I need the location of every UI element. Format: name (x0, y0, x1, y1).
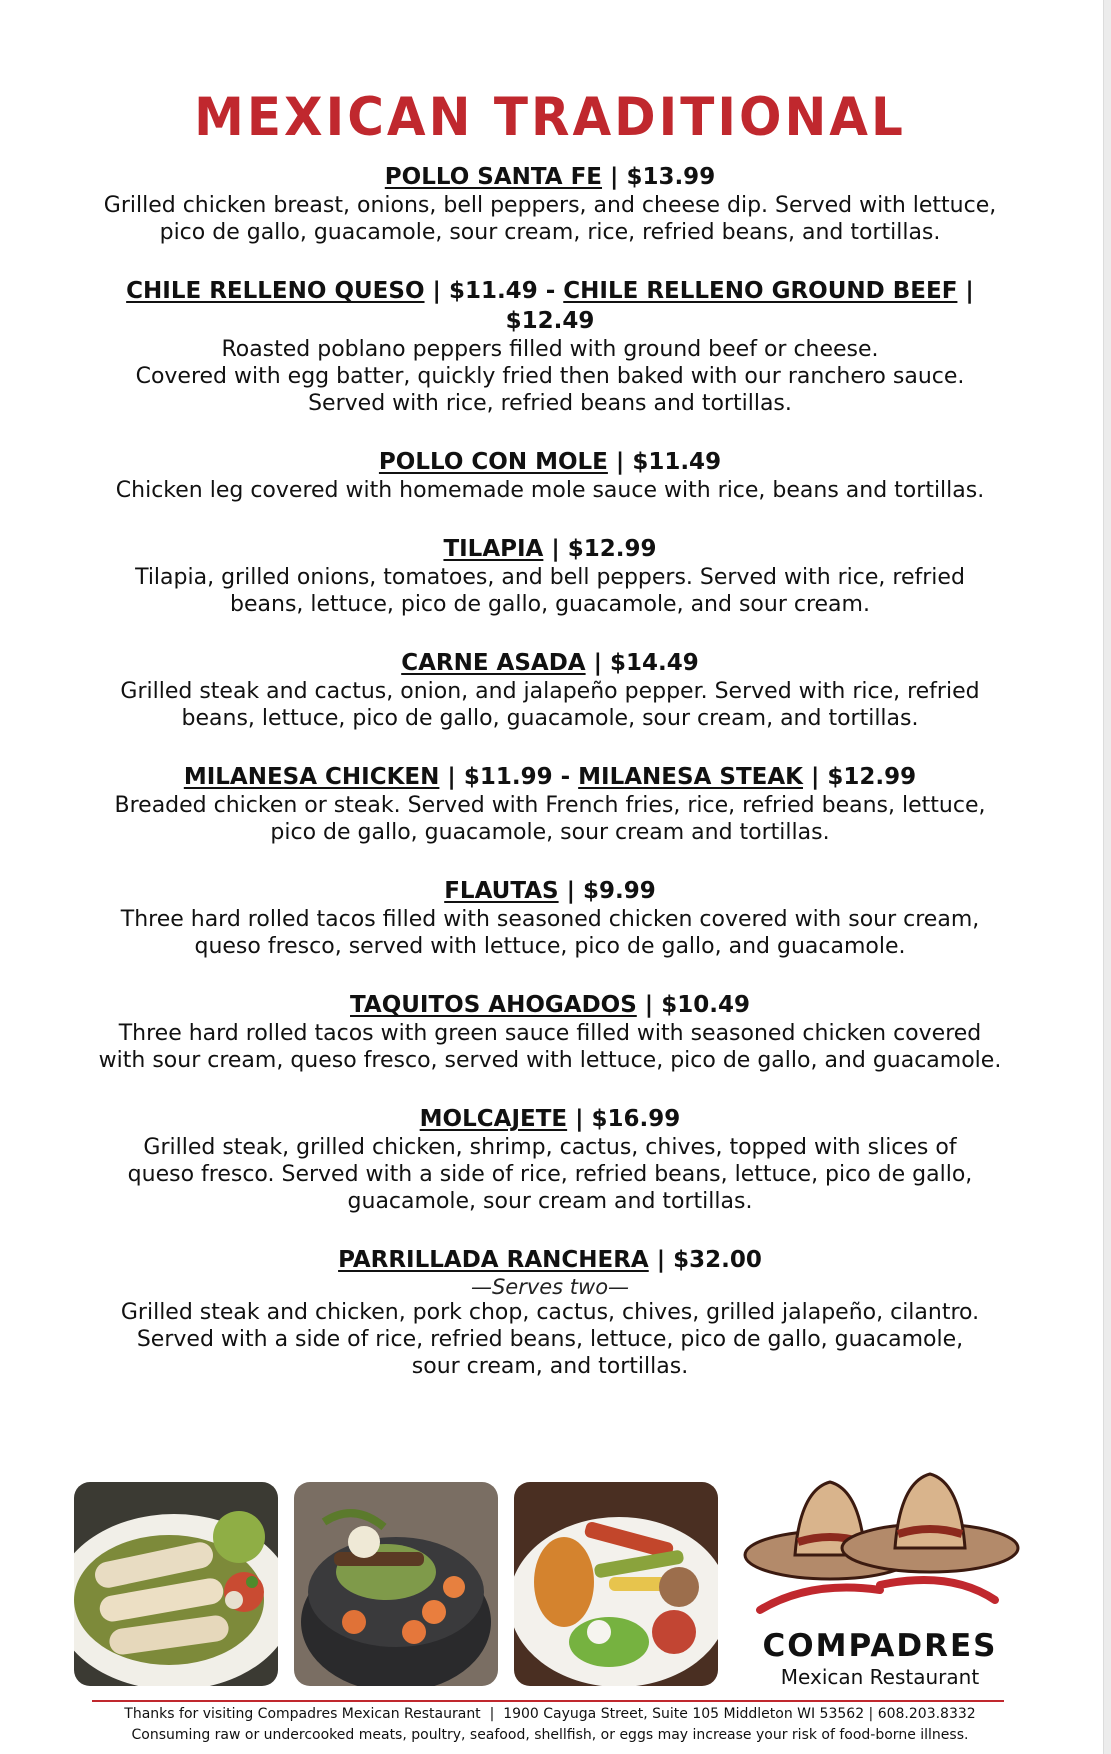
menu-item (80, 648, 1020, 732)
description-line: beans, lettuce, pico de gallo, guacamole, sour cream, and tortillas. (181, 706, 919, 731)
description-line: Three hard rolled tacos filled with seasoned chicken covered with sour cream, (120, 907, 980, 932)
brand-name: COMPADRES (762, 1628, 998, 1664)
description-line: Covered with egg batter, quickly fried then baked with our ranchero sauce. (135, 364, 965, 389)
menu-item (80, 876, 1020, 960)
menu-list (80, 162, 1020, 1380)
dish-name-alt: CHILE RELLENO GROUND BEEF (563, 278, 958, 304)
dish-description (80, 1020, 1020, 1074)
sombreros-icon (740, 1470, 1020, 1630)
menu-item-heading: FLAUTAS | $9.99 (444, 878, 656, 904)
menu-item-heading: POLLO CON MOLE | $11.49 (378, 449, 722, 475)
dish-description (80, 336, 1020, 417)
dish-name: POLLO CON MOLE (378, 449, 608, 475)
dish-name: MILANESA CHICKEN (183, 764, 440, 790)
dish-price-alt: $12.99 (827, 764, 917, 790)
menu-item-heading: MILANESA CHICKEN | $11.99 - MILANESA STEAK | $12.99 (183, 764, 917, 790)
description-line: Grilled steak and chicken, pork chop, cactus, chives, grilled jalapeño, cilantro. (120, 1300, 980, 1325)
menu-item-heading: TAQUITOS AHOGADOS | $10.49 (350, 992, 750, 1018)
description-line: pico de gallo, guacamole, sour cream and tortillas. (270, 820, 830, 845)
description-line: queso fresco, served with lettuce, pico de gallo, and guacamole. (194, 934, 906, 959)
description-line: Chicken leg covered with homemade mole sauce with rice, beans and tortillas. (115, 478, 985, 503)
menu-item (80, 276, 1020, 417)
dish-description (80, 792, 1020, 846)
description-line: Grilled steak, grilled chicken, shrimp, cactus, chives, topped with slices of (143, 1135, 957, 1160)
dish-name: FLAUTAS (444, 878, 559, 904)
menu-item-heading: CHILE RELLENO QUESO | $11.49 - CHILE RELLENO GROUND BEEF | $12.49 (126, 278, 974, 334)
description-line: beans, lettuce, pico de gallo, guacamole, and sour cream. (230, 592, 870, 617)
description-line: Served with a side of rice, refried beans, lettuce, pico de gallo, guacamole, (136, 1327, 964, 1352)
parrillada-plate-photo (514, 1482, 718, 1686)
menu-item (80, 1245, 1020, 1380)
page-edge (1103, 0, 1111, 1754)
brand-subtitle: Mexican Restaurant (780, 1665, 980, 1689)
description-line: Grilled steak and cactus, onion, and jalapeño pepper. Served with rice, refried (120, 679, 980, 704)
dish-price: $16.99 (591, 1106, 681, 1132)
molcajete-photo (294, 1482, 498, 1686)
menu-item-heading: CARNE ASADA | $14.49 (401, 650, 699, 676)
dish-description (80, 564, 1020, 618)
description-line: Three hard rolled tacos with green sauce filled with seasoned chicken covered (118, 1021, 982, 1046)
dish-description (80, 192, 1020, 246)
description-line: pico de gallo, guacamole, sour cream, rice, refried beans, and tortillas. (159, 220, 941, 245)
menu-item (80, 447, 1020, 504)
footer-disclaimer: Consuming raw or undercooked meats, poultry, seafood, shellfish, or eggs may increase your risk of food-borne illness. (131, 1727, 969, 1743)
description-line: Roasted poblano peppers filled with ground beef or cheese. (221, 337, 879, 362)
menu-title: MEXICAN TRADITIONAL (194, 86, 906, 148)
menu-item-heading: MOLCAJETE | $16.99 (419, 1106, 681, 1132)
compadres-logo (740, 1470, 1020, 1692)
description-line: Breaded chicken or steak. Served with French fries, rice, refried beans, lettuce, (114, 793, 986, 818)
dish-description (80, 906, 1020, 960)
dish-price: $32.00 (673, 1247, 762, 1273)
dish-name: POLLO SANTA FE (384, 164, 603, 190)
dish-price: $14.49 (610, 650, 699, 676)
menu-item (80, 1104, 1020, 1215)
dish-name-alt: MILANESA STEAK (578, 764, 803, 790)
menu-item (80, 534, 1020, 618)
dish-name: MOLCAJETE (419, 1106, 568, 1132)
menu-item (80, 162, 1020, 246)
dish-name: CHILE RELLENO QUESO (126, 278, 425, 304)
menu-item-heading: TILAPIA | $12.99 (443, 536, 657, 562)
dish-note: —Serves two— (470, 1275, 630, 1299)
dish-price: $10.49 (661, 992, 750, 1018)
dish-description (80, 1134, 1020, 1215)
dish-price: $11.99 (463, 764, 553, 790)
menu-item (80, 990, 1020, 1074)
description-line: with sour cream, queso fresco, served with lettuce, pico de gallo, and guacamole. (98, 1048, 1002, 1073)
description-line: guacamole, sour cream and tortillas. (347, 1189, 753, 1214)
footer (0, 1704, 1100, 1746)
description-line: Grilled chicken breast, onions, bell peppers, and cheese dip. Served with lettuce, (103, 193, 997, 218)
footer-divider (92, 1700, 1004, 1702)
dish-price: $11.49 (632, 449, 722, 475)
dish-price-alt: $12.49 (505, 308, 595, 334)
menu-item-heading: POLLO SANTA FE | $13.99 (384, 164, 716, 190)
description-line: sour cream, and tortillas. (411, 1354, 689, 1379)
description-line: Tilapia, grilled onions, tomatoes, and bell peppers. Served with rice, refried (135, 565, 965, 590)
description-line: queso fresco. Served with a side of rice, refried beans, lettuce, pico de gallo, (127, 1162, 973, 1187)
dish-price: $9.99 (583, 878, 656, 904)
dish-name: TILAPIA (443, 536, 544, 562)
dish-description (80, 678, 1020, 732)
enchiladas-verdes-photo (74, 1482, 278, 1686)
dish-description (80, 477, 1020, 504)
dish-price: $12.99 (567, 536, 657, 562)
description-line: Served with rice, refried beans and tortillas. (308, 391, 792, 416)
dish-description (80, 1299, 1020, 1380)
dish-price: $13.99 (626, 164, 716, 190)
dish-name: PARRILLADA RANCHERA (338, 1247, 649, 1273)
dish-name: TAQUITOS AHOGADOS (350, 992, 637, 1018)
footer-contact: Thanks for visiting Compadres Mexican Restaurant | 1900 Cayuga Street, Suite 105 Middleton WI 53562 | 608.203.8332 (124, 1706, 976, 1722)
menu-item (80, 762, 1020, 846)
dish-price: $11.49 (448, 278, 538, 304)
menu-item-heading: PARRILLADA RANCHERA | $32.00 (338, 1247, 762, 1273)
dish-name: CARNE ASADA (401, 650, 586, 676)
